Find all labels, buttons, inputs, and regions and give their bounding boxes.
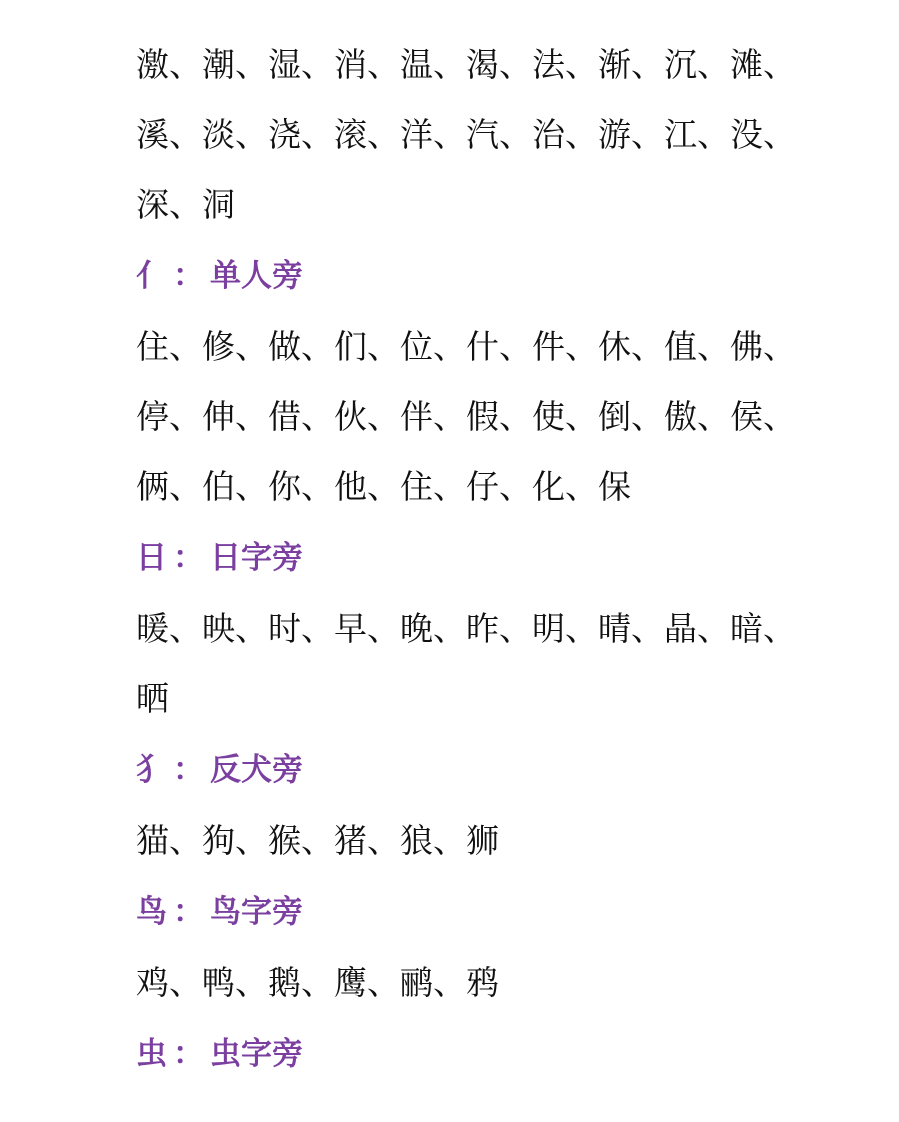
radical-name: 虫字旁: [210, 1036, 303, 1072]
heading-separator: ：: [173, 258, 204, 294]
heading-single-person-radical: [136, 240, 796, 312]
radical-glyph: 鸟: [136, 894, 167, 930]
radical-glyph: 亻: [136, 258, 167, 294]
heading-separator: ：: [173, 752, 204, 788]
heading-bird-radical: [136, 876, 796, 948]
radical-glyph: 日: [136, 540, 167, 576]
radical-name: 鸟字旁: [210, 894, 303, 930]
radical-glyph: 虫: [136, 1036, 167, 1072]
char-list-sun-radical: 暖、映、时、早、晚、昨、明、晴、晶、暗、晒: [136, 609, 796, 718]
radical-name: 反犬旁: [210, 752, 303, 788]
radical-name: 单人旁: [210, 258, 303, 294]
heading-dog-radical: [136, 734, 796, 806]
char-list-water-radical: 激、潮、湿、消、温、渴、法、渐、沉、滩、溪、淡、浇、滚、洋、汽、治、游、江、没、深、洞: [136, 45, 796, 224]
char-list-dog-radical: 猫、狗、猴、猪、狼、狮: [136, 821, 499, 860]
heading-insect-radical: [136, 1018, 796, 1090]
radical-glyph: 犭: [136, 752, 167, 788]
char-list-single-person-radical: 住、修、做、们、位、什、件、休、值、佛、停、伸、借、伙、伴、假、使、倒、傲、侯、俩、伯、你、他、住、仔、化、保: [136, 327, 796, 506]
heading-sun-radical: [136, 522, 796, 594]
heading-separator: ：: [173, 540, 204, 576]
heading-separator: ：: [173, 894, 204, 930]
heading-separator: ：: [173, 1036, 204, 1072]
radical-name: 日字旁: [210, 540, 303, 576]
char-list-bird-radical: 鸡、鸭、鹅、鹰、鹂、鸦: [136, 963, 499, 1002]
document-page: [136, 30, 796, 1090]
